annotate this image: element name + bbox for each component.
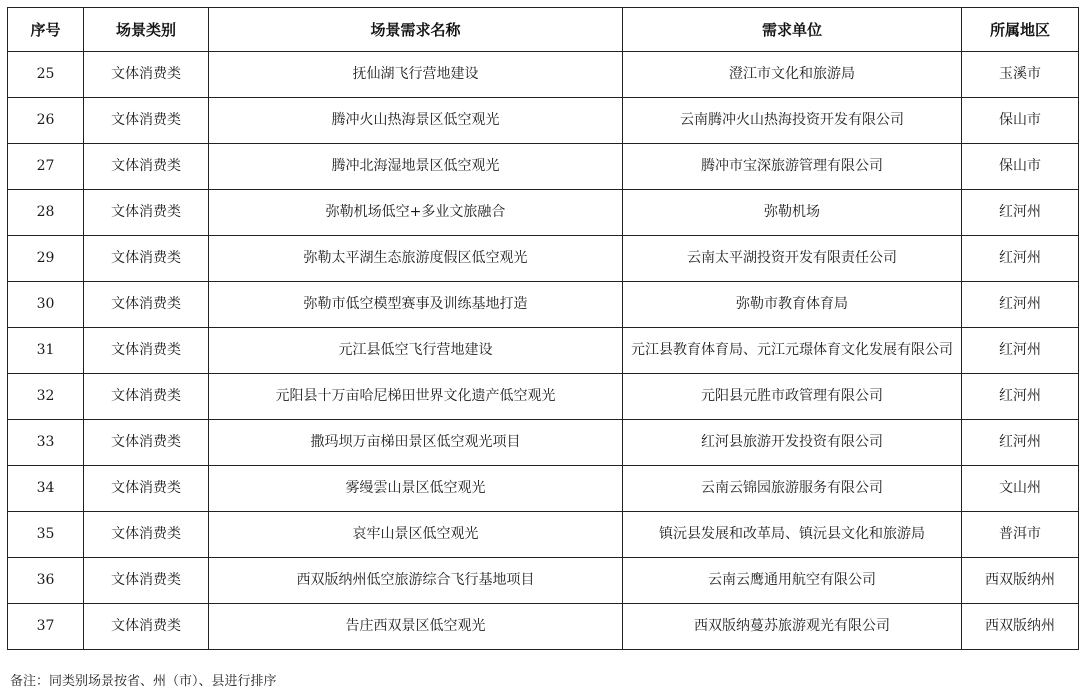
table-row [8,558,1079,604]
cell-category: 文体消费类 [84,328,209,374]
cell-region: 红河州 [962,374,1079,420]
cell-category: 文体消费类 [84,52,209,98]
cell-name: 西双版纳州低空旅游综合飞行基地项目 [209,558,623,604]
cell-name: 雾缦雲山景区低空观光 [209,466,623,512]
table-row [8,144,1079,190]
cell-category: 文体消费类 [84,374,209,420]
header-name: 场景需求名称 [209,8,623,52]
cell-no: 29 [8,236,84,282]
cell-region: 红河州 [962,190,1079,236]
cell-unit: 弥勒机场 [623,190,962,236]
cell-name: 弥勒市低空模型赛事及训练基地打造 [209,282,623,328]
table-row [8,374,1079,420]
table-row [8,190,1079,236]
cell-name: 弥勒机场低空+多业文旅融合 [209,190,623,236]
cell-category: 文体消费类 [84,466,209,512]
cell-unit: 澄江市文化和旅游局 [623,52,962,98]
table-row [8,466,1079,512]
cell-no: 34 [8,466,84,512]
cell-name: 弥勒太平湖生态旅游度假区低空观光 [209,236,623,282]
cell-no: 35 [8,512,84,558]
header-category: 场景类别 [84,8,209,52]
cell-no: 36 [8,558,84,604]
cell-name: 腾冲火山热海景区低空观光 [209,98,623,144]
cell-unit: 弥勒市教育体育局 [623,282,962,328]
cell-region: 红河州 [962,420,1079,466]
cell-no: 33 [8,420,84,466]
table-row [8,236,1079,282]
header-region: 所属地区 [962,8,1079,52]
cell-region: 红河州 [962,282,1079,328]
table-row [8,420,1079,466]
cell-region: 保山市 [962,98,1079,144]
cell-no: 37 [8,604,84,650]
cell-no: 25 [8,52,84,98]
cell-unit: 云南腾冲火山热海投资开发有限公司 [623,98,962,144]
cell-category: 文体消费类 [84,98,209,144]
cell-name: 抚仙湖飞行营地建设 [209,52,623,98]
cell-name: 元阳县十万亩哈尼梯田世界文化遗产低空观光 [209,374,623,420]
cell-category: 文体消费类 [84,604,209,650]
cell-name: 腾冲北海湿地景区低空观光 [209,144,623,190]
cell-region: 西双版纳州 [962,558,1079,604]
cell-category: 文体消费类 [84,558,209,604]
header-row [8,8,1079,52]
cell-name: 撒玛坝万亩梯田景区低空观光项目 [209,420,623,466]
cell-unit: 红河县旅游开发投资有限公司 [623,420,962,466]
cell-no: 32 [8,374,84,420]
cell-no: 27 [8,144,84,190]
cell-unit: 西双版纳蔓苏旅游观光有限公司 [623,604,962,650]
cell-no: 26 [8,98,84,144]
cell-region: 西双版纳州 [962,604,1079,650]
cell-unit: 腾冲市宝深旅游管理有限公司 [623,144,962,190]
cell-unit: 镇沅县发展和改革局、镇沅县文化和旅游局 [623,512,962,558]
cell-category: 文体消费类 [84,236,209,282]
cell-category: 文体消费类 [84,190,209,236]
table-row [8,282,1079,328]
cell-region: 红河州 [962,328,1079,374]
cell-category: 文体消费类 [84,420,209,466]
table-row [8,512,1079,558]
cell-region: 玉溪市 [962,52,1079,98]
requirements-table [7,7,1079,650]
cell-region: 文山州 [962,466,1079,512]
cell-unit: 元江县教育体育局、元江元璟体育文化发展有限公司 [623,328,962,374]
table-row [8,52,1079,98]
cell-no: 28 [8,190,84,236]
table-row [8,98,1079,144]
header-unit: 需求单位 [623,8,962,52]
cell-unit: 元阳县元胜市政管理有限公司 [623,374,962,420]
cell-region: 保山市 [962,144,1079,190]
cell-category: 文体消费类 [84,512,209,558]
table-row [8,328,1079,374]
cell-no: 31 [8,328,84,374]
table-note: 备注：同类别场景按省、州（市）、县进行排序 [10,674,277,689]
header-no: 序号 [8,8,84,52]
cell-region: 红河州 [962,236,1079,282]
cell-category: 文体消费类 [84,282,209,328]
cell-name: 哀牢山景区低空观光 [209,512,623,558]
cell-region: 普洱市 [962,512,1079,558]
cell-category: 文体消费类 [84,144,209,190]
cell-name: 元江县低空飞行营地建设 [209,328,623,374]
cell-no: 30 [8,282,84,328]
cell-unit: 云南云锦园旅游服务有限公司 [623,466,962,512]
table-row [8,604,1079,650]
cell-unit: 云南太平湖投资开发有限责任公司 [623,236,962,282]
cell-name: 告庄西双景区低空观光 [209,604,623,650]
cell-unit: 云南云鹰通用航空有限公司 [623,558,962,604]
